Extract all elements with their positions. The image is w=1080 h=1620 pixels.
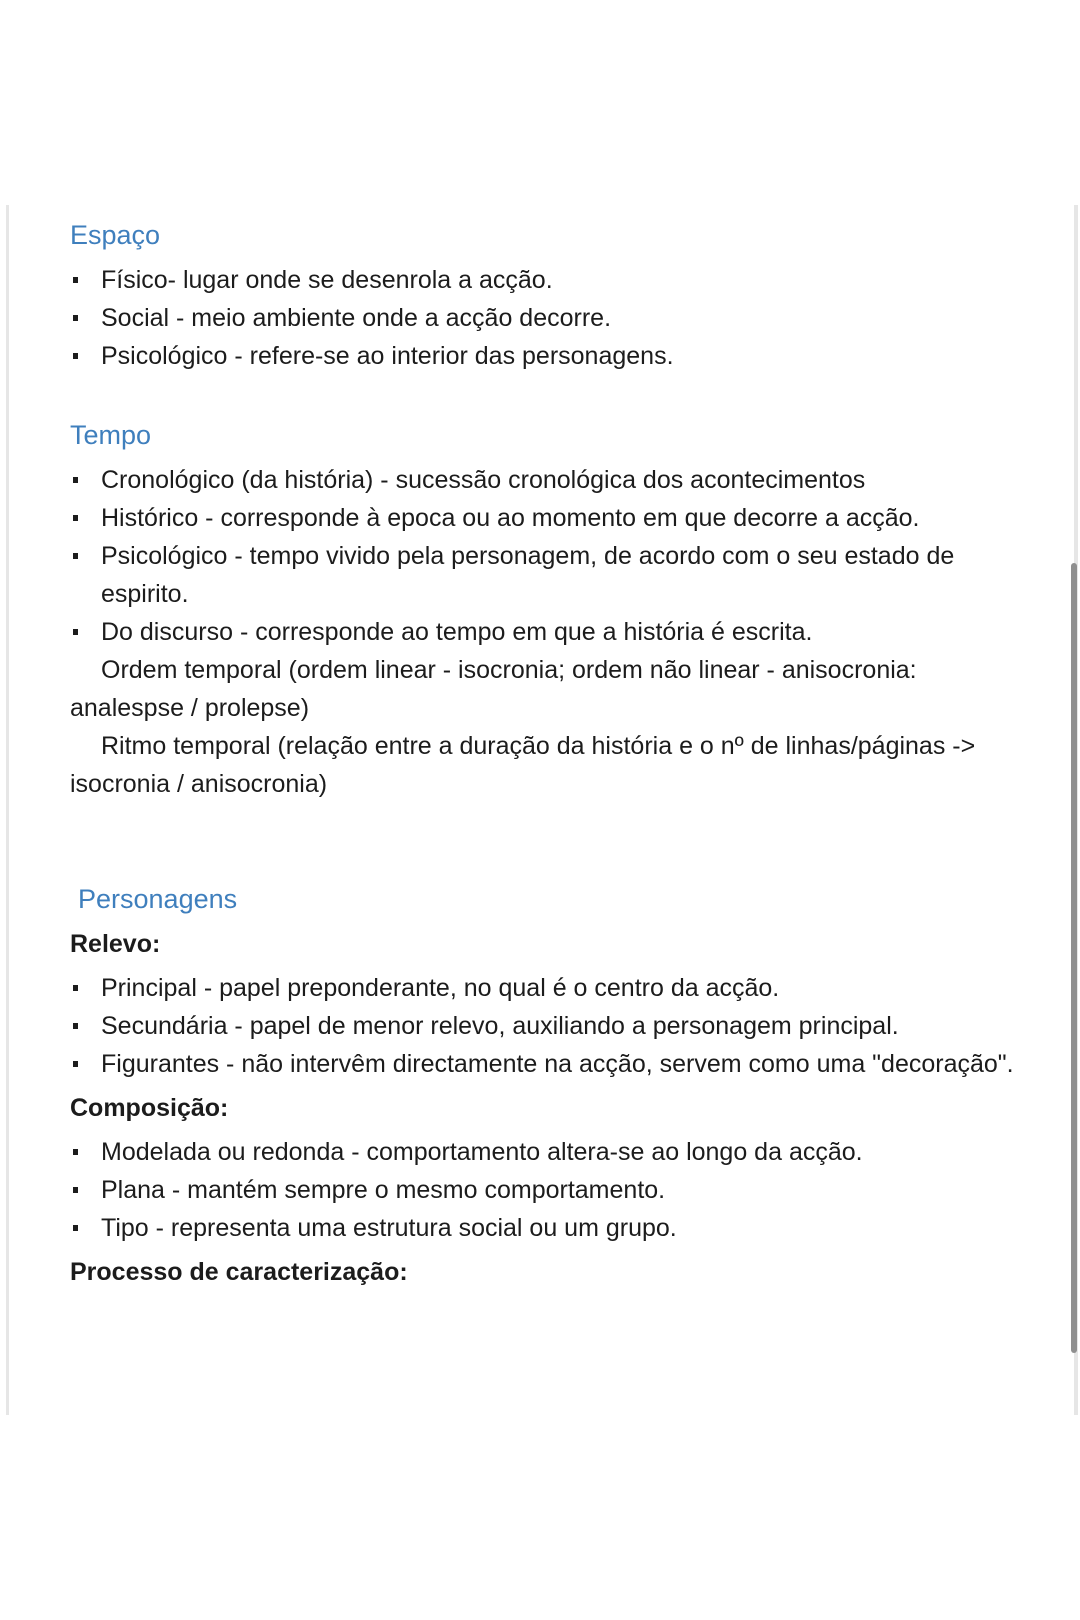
bullet-icon	[73, 553, 78, 559]
ritmo-temporal-text: Ritmo temporal (relação entre a duração da história e o nº de linhas/páginas -> isocronia / anisocronia)	[70, 732, 976, 798]
bullet-icon	[73, 353, 78, 359]
bullet-icon	[73, 985, 78, 991]
scrollbar-thumb[interactable]	[1071, 563, 1077, 1353]
document-content	[70, 215, 1030, 1297]
list-item: Psicológico - refere-se ao interior das personagens.	[70, 337, 1030, 375]
list-item: Secundária - papel de menor relevo, auxiliando a personagem principal.	[70, 1007, 1030, 1045]
bullet-icon	[73, 1225, 78, 1231]
list-item: Social - meio ambiente onde a acção decorre.	[70, 299, 1030, 337]
composicao-list	[70, 1133, 1030, 1247]
list-item: Plana - mantém sempre o mesmo comportamento.	[70, 1171, 1030, 1209]
document-page	[6, 205, 1078, 1415]
list-item: Físico- lugar onde se desenrola a acção.	[70, 261, 1030, 299]
bullet-icon	[73, 1187, 78, 1193]
bullet-icon	[73, 1149, 78, 1155]
bullet-icon	[73, 315, 78, 321]
bullet-icon	[73, 629, 78, 635]
processo-label: Processo de caracterização:	[70, 1258, 408, 1286]
heading-espaco: Espaço	[70, 220, 161, 250]
list-item: Principal - papel preponderante, no qual é o centro da acção.	[70, 969, 1030, 1007]
list-item: Modelada ou redonda - comportamento altera-se ao longo da acção.	[70, 1133, 1030, 1171]
list-item: Cronológico (da história) - sucessão cronológica dos acontecimentos	[70, 461, 1030, 499]
espaco-list	[70, 261, 1030, 375]
bullet-icon	[73, 277, 78, 283]
heading-tempo: Tempo	[70, 420, 152, 450]
list-item: Do discurso - corresponde ao tempo em que a história é escrita.	[70, 613, 1030, 651]
page-left-border	[6, 205, 9, 1415]
bullet-icon	[73, 515, 78, 521]
bullet-icon	[73, 477, 78, 483]
ordem-temporal-text: Ordem temporal (ordem linear - isocronia; ordem não linear - anisocronia: analespse / prolepse)	[70, 656, 917, 722]
tempo-list	[70, 461, 1030, 651]
list-item: Figurantes - não intervêm directamente na acção, servem como uma "decoração".	[70, 1045, 1030, 1083]
list-item: Psicológico - tempo vivido pela personagem, de acordo com o seu estado de espirito.	[70, 537, 1030, 613]
list-item: Tipo - representa uma estrutura social ou um grupo.	[70, 1209, 1030, 1247]
composicao-label: Composição:	[70, 1094, 229, 1122]
relevo-list	[70, 969, 1030, 1083]
list-item: Histórico - corresponde à epoca ou ao momento em que decorre a acção.	[70, 499, 1030, 537]
bullet-icon	[73, 1061, 78, 1067]
bullet-icon	[73, 1023, 78, 1029]
heading-personagens: Personagens	[78, 884, 238, 914]
relevo-label: Relevo:	[70, 930, 161, 958]
